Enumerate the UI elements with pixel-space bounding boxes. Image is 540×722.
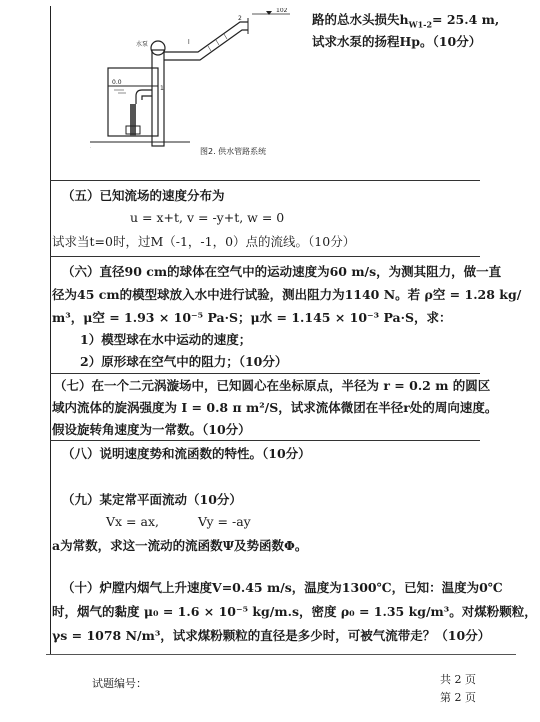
label-l: l bbox=[188, 39, 190, 46]
figure-caption: 图2. 供水管路系统 bbox=[200, 147, 267, 156]
q9-eq1: Vx = ax, bbox=[106, 514, 159, 529]
section-divider bbox=[50, 256, 480, 257]
q9-line3: a为常数，求这一流动的流函数Ψ及势函数Φ。 bbox=[52, 538, 308, 553]
suction-pipe bbox=[130, 104, 136, 136]
q8-line1: （八）说明速度势和流函数的特性。（10分） bbox=[62, 446, 311, 461]
label-1: 1 bbox=[160, 85, 164, 92]
q6-line3: m³，μ空 = 1.93 × 10⁻⁵ Pa·S；μ水 = 1.145 × 10⁻³ Pa·S，求： bbox=[52, 310, 452, 325]
label-102: 102 bbox=[276, 8, 288, 14]
section-divider bbox=[50, 373, 480, 374]
q6-item1: 1）模型球在水中运动的速度； bbox=[80, 332, 252, 347]
page-frame-left bbox=[50, 6, 51, 654]
q9-line1: （九）某定常平面流动（10分） bbox=[62, 492, 242, 507]
q-top-line1 bbox=[312, 12, 499, 33]
delivery-pipe bbox=[136, 90, 152, 104]
q7-line2: 域内流体的旋涡强度为 I = 0.8 π m²/S，试求流体微团在半径r处的周向速度。 bbox=[52, 400, 498, 415]
label-2: 2 bbox=[238, 15, 242, 22]
footer-page-number: 第 2 页 bbox=[440, 691, 476, 704]
footer-code-label: 试题编号： bbox=[92, 677, 147, 690]
q6-line2: 径为45 cm的模型球放入水中进行试验，测出阻力为1140 N。若 ρ空 = 1.28 kg/ bbox=[52, 287, 522, 302]
q-top-line2: 试求水泵的扬程Hp。（10分） bbox=[312, 34, 482, 49]
page-frame-bottom bbox=[46, 654, 516, 655]
label-pump: 水泵 bbox=[136, 41, 149, 48]
label-0: 0.0 bbox=[112, 79, 122, 86]
q-top-sub: W1-2 bbox=[408, 19, 433, 30]
q7-line3: 假设旋转角速度为一常数。（10分） bbox=[52, 422, 251, 437]
q6-item2: 2）原形球在空气中的阻力；（10分） bbox=[80, 354, 288, 369]
q5-line3: 试求当t=0时，过M（-1，-1，0）点的流线。（10分） bbox=[52, 234, 356, 249]
q6-line1: （六）直径90 cm的球体在空气中的运动速度为60 m/s，为测其阻力，做一直 bbox=[62, 264, 502, 279]
q5-line1: （五）已知流场的速度分布为 bbox=[62, 188, 225, 203]
q7-line1: （七）在一个二元涡漩场中，已知圆心在坐标原点，半径为 r = 0.2 m 的圆区 bbox=[54, 378, 491, 393]
footer-total-pages: 共 2 页 bbox=[440, 673, 476, 686]
pump bbox=[151, 41, 165, 55]
section-divider bbox=[50, 440, 480, 441]
q5-equation: u = x+t, v = -y+t, w = 0 bbox=[130, 210, 285, 225]
q10-line2: 时，烟气的黏度 μ₀ = 1.6 × 10⁻⁵ kg/m.s，密度 ρ₀ = 1.35 kg/m³。对煤粉颗粒， bbox=[52, 604, 537, 619]
q-top-line1-text: 路的总水头损失h bbox=[312, 12, 409, 27]
q10-line1: （十）炉膛内烟气上升速度V=0.45 m/s，温度为1300℃，已知：温度为0℃ bbox=[62, 580, 503, 595]
q9-eq2: Vy = -ay bbox=[198, 514, 251, 529]
section-divider bbox=[50, 180, 480, 181]
pipe-system-figure bbox=[90, 8, 310, 158]
q-top-line1b: = 25.4 m, bbox=[432, 12, 500, 27]
q10-line3: γs = 1078 N/m³，试求煤粉颗粒的直径是多少时，可被气流带走？（10分） bbox=[52, 628, 491, 643]
